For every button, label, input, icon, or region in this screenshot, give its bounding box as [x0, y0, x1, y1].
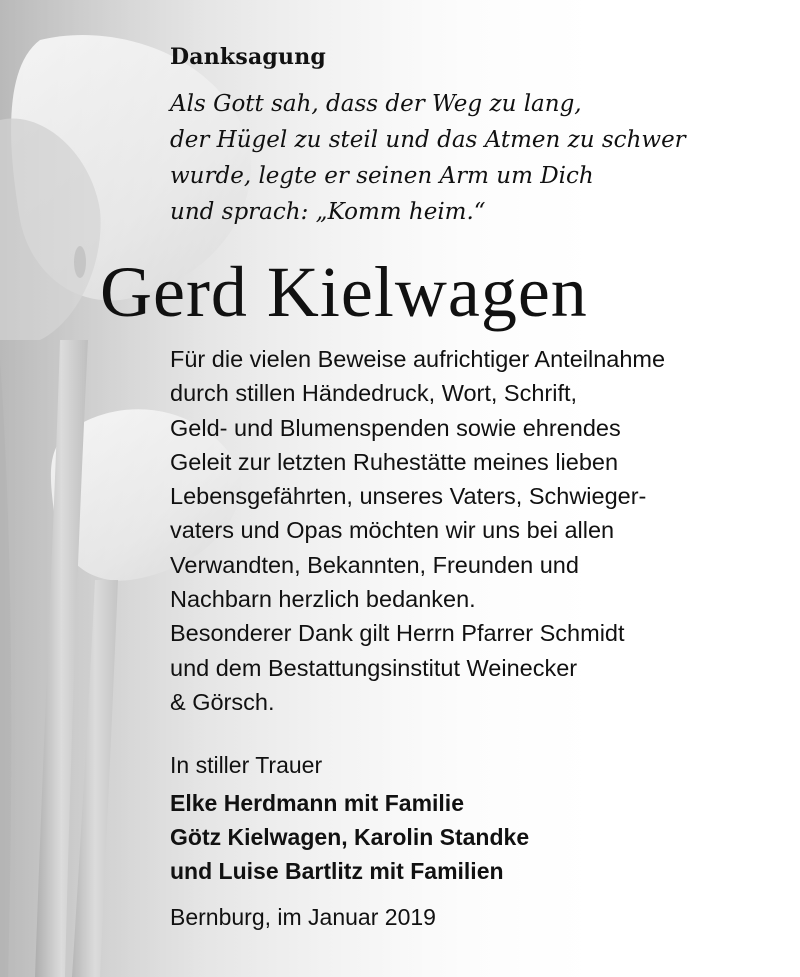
- family-line: Götz Kielwagen, Karolin Standke: [170, 824, 530, 850]
- memorial-verse: [170, 86, 780, 230]
- mourning-label: In stiller Trauer: [170, 752, 323, 778]
- verse-line: der Hügel zu steil und das Atmen zu schwer: [170, 127, 686, 153]
- verse-line: wurde, legte er seinen Arm um Dich: [170, 163, 594, 189]
- verse-line: und sprach: „Komm heim.“: [170, 199, 486, 225]
- body-line: Nachbarn herzlich bedanken.: [170, 586, 476, 613]
- body-line: Geleit zur letzten Ruhestätte meines lieben: [170, 448, 619, 475]
- body-line: durch stillen Händedruck, Wort, Schrift,: [170, 380, 578, 407]
- place-and-date: Bernburg, im Januar 2019: [170, 904, 436, 930]
- family-signatures: [170, 786, 790, 888]
- body-line: Für die vielen Beweise aufrichtiger Anteilnahme: [170, 346, 666, 372]
- body-line: Besonderer Dank gilt Herrn Pfarrer Schmidt: [170, 620, 625, 647]
- family-line: Elke Herdmann mit Familie: [170, 790, 464, 816]
- verse-line: Als Gott sah, dass der Weg zu lang,: [170, 91, 582, 117]
- body-line: Lebensgefährten, unseres Vaters, Schwieger-: [170, 483, 647, 510]
- family-line: und Luise Bartlitz mit Familien: [170, 858, 504, 884]
- body-line: und dem Bestattungsinstitut Weinecker: [170, 654, 578, 681]
- thank-you-text: [170, 342, 790, 719]
- notice-heading: Danksagung: [170, 44, 326, 70]
- deceased-name: Gerd Kielwagen: [100, 252, 588, 332]
- body-line: vaters und Opas möchten wir uns bei allen: [170, 517, 615, 544]
- body-line: & Görsch.: [170, 688, 275, 715]
- body-line: Geld- und Blumenspenden sowie ehrendes: [170, 414, 621, 441]
- body-line: Verwandten, Bekannten, Freunden und: [170, 551, 579, 578]
